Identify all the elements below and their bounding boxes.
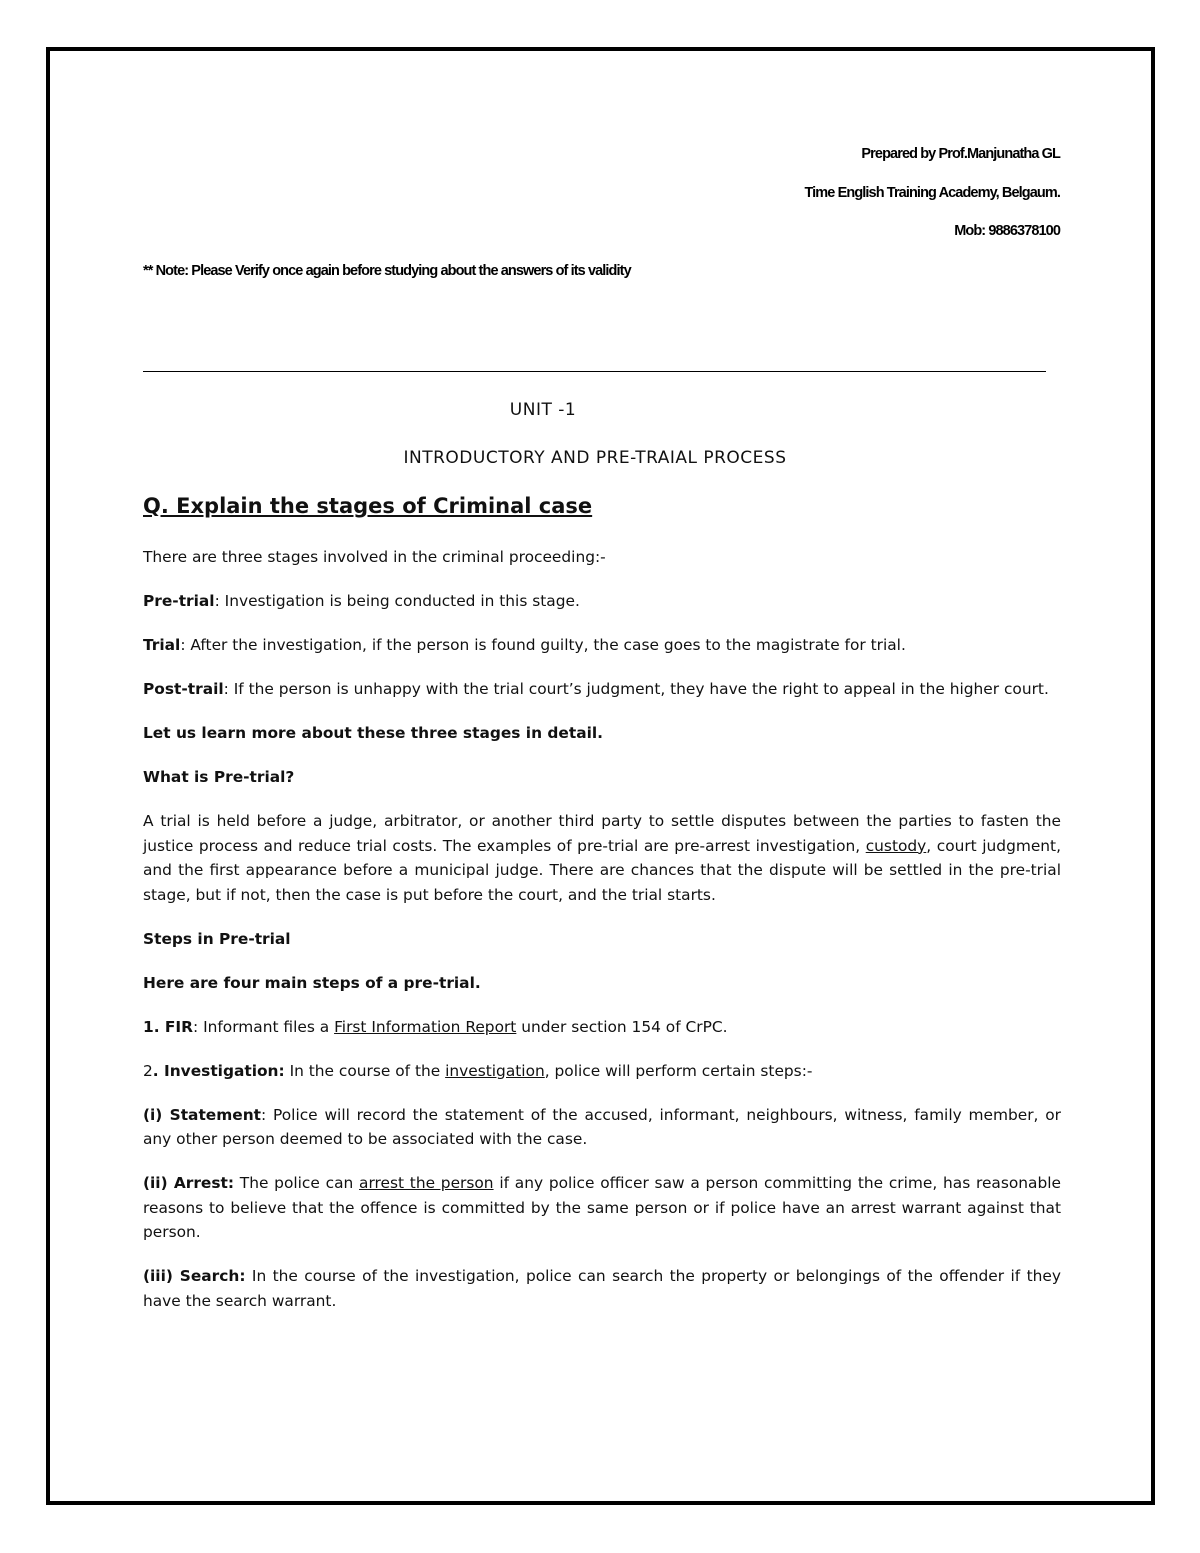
search-step: (iii) Search: In the course of the investigation, police can search the property or belongings of the offender if they have the search warrant. — [143, 1267, 1061, 1310]
posttrail-paragraph: Post-trail: If the person is unhappy with the trial court’s judgment, they have the right to appeal in the higher court. — [143, 680, 1049, 698]
investigation-label: . Investigation: — [152, 1061, 285, 1080]
document-header — [804, 146, 1060, 262]
search-label: (iii) Search: — [143, 1267, 246, 1285]
pretrial-paragraph: Pre-trial: Investigation is being conducted in this stage. — [143, 592, 580, 610]
mobile-number: Mob: 9886378100 — [954, 223, 1060, 239]
arrest-step: (ii) Arrest: The police can arrest the person if any police officer saw a person committing the crime, has reasonable reasons to believe that the offence is committed by the same person or if police have an arrest warrant against that person. — [143, 1174, 1061, 1241]
investigation-link[interactable]: investigation — [445, 1061, 545, 1080]
unit-number: UNIT -1 — [509, 400, 577, 420]
what-is-pretrial-heading: What is Pre-trial? — [143, 768, 295, 786]
fir-label: FIR — [164, 1017, 194, 1036]
fir-link[interactable]: First Information Report — [334, 1017, 517, 1036]
trial-label: Trial — [143, 636, 181, 654]
custody-link[interactable]: custody — [865, 836, 927, 855]
investigation-step: 2. Investigation: In the course of the investigation, police will perform certain steps:- — [143, 1061, 813, 1080]
statement-label: (i) Statement — [143, 1105, 262, 1124]
arrest-label: (ii) Arrest: — [143, 1174, 235, 1192]
posttrail-label: Post-trail — [143, 680, 224, 698]
intro-paragraph: There are three stages involved in the criminal proceeding:- — [143, 548, 606, 566]
unit-title: INTRODUCTORY AND PRE-TRAIAL PROCESS — [403, 448, 787, 468]
four-steps-heading: Here are four main steps of a pre-trial. — [143, 973, 481, 992]
question-title: Q. Explain the stages of Criminal case — [143, 494, 593, 518]
pretrial-label: Pre-trial — [143, 592, 215, 610]
pretrial-description: A trial is held before a judge, arbitrator, or another third party to settle disputes between the parties to fasten the justice process and reduce trial costs. The examples of pre-trial are pre-arrest investigation, custody, court judgment, and the first appearance before a municipal judge. There are chances that the dispute will be settled in the pre-trial stage, but if not, then the case is put before the court, and the trial starts. — [143, 812, 1061, 904]
validity-note: ** Note: Please Verify once again before studying about the answers of its validity — [143, 263, 631, 279]
trial-paragraph: Trial: After the investigation, if the person is found guilty, the case goes to the magistrate for trial. — [143, 636, 906, 654]
learn-more-heading: Let us learn more about these three stages in detail. — [143, 724, 603, 742]
steps-heading: Steps in Pre-trial — [143, 929, 291, 948]
fir-step: 1. FIR: Informant files a First Information Report under section 154 of CrPC. — [143, 1017, 728, 1036]
arrest-link[interactable]: arrest the person — [359, 1174, 494, 1192]
horizontal-rule — [143, 371, 1046, 372]
academy-name: Time English Training Academy, Belgaum. — [804, 184, 1060, 201]
statement-step: (i) Statement: Police will record the statement of the accused, informant, neighbours, witness, family member, or any other person deemed to be associated with the case. — [143, 1105, 1061, 1148]
document-body — [143, 545, 1061, 1333]
prepared-by: Prepared by Prof.Manjunatha GL — [861, 146, 1060, 162]
